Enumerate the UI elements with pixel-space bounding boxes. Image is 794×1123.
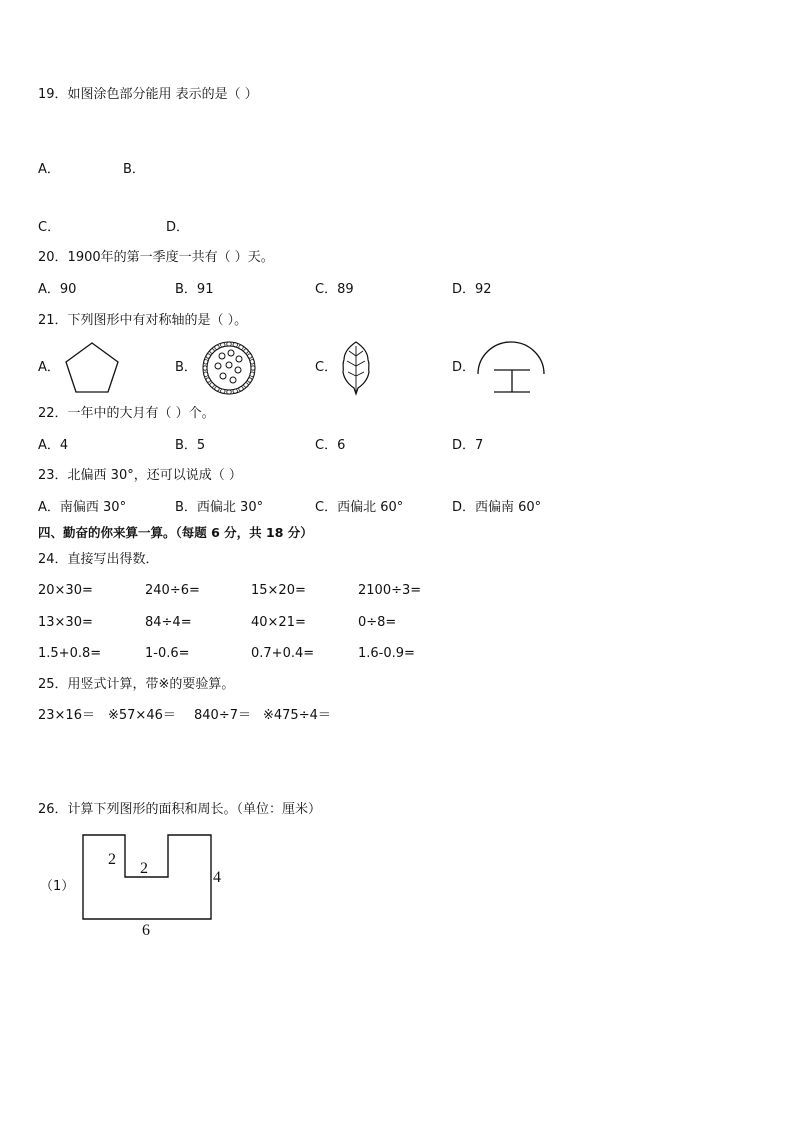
q24-item: 40×21= bbox=[251, 615, 306, 630]
scalloped-circle-figure bbox=[200, 339, 258, 397]
q24-item: 20×30= bbox=[38, 583, 93, 598]
q24-item: 0.7+0.4= bbox=[251, 646, 315, 661]
q23-option-c[interactable]: C．西偏北 60° bbox=[315, 500, 404, 515]
q25-item: ※57×46＝ bbox=[108, 708, 176, 723]
q21-option-c[interactable]: C． bbox=[315, 360, 338, 375]
q23-option-a[interactable]: A．南偏西 30° bbox=[38, 500, 127, 515]
q21-option-d[interactable]: D． bbox=[452, 360, 476, 375]
q24-item: 1.6-0.9= bbox=[358, 646, 415, 661]
q24-item: 0÷8= bbox=[358, 615, 397, 630]
q22-option-c[interactable]: C．6 bbox=[315, 438, 346, 453]
dim-notch-depth: 2 bbox=[108, 851, 116, 868]
dim-width: 6 bbox=[142, 922, 150, 939]
q20-option-b[interactable]: B．91 bbox=[175, 282, 214, 297]
q23-option-d[interactable]: D．西偏南 60° bbox=[452, 500, 542, 515]
q22-option-a[interactable]: A．4 bbox=[38, 438, 69, 453]
q24-question: 24．直接写出得数． bbox=[38, 552, 159, 567]
q19-option-b[interactable]: B． bbox=[123, 162, 145, 177]
section-four-heading: 四、勤奋的你来算一算。（每题 6 分，共 18 分） bbox=[38, 525, 313, 540]
dim-notch-width: 2 bbox=[140, 860, 148, 877]
q20-question: 20．1900年的第一季度一共有（ ）天。 bbox=[38, 250, 274, 265]
q22-option-b[interactable]: B．5 bbox=[175, 438, 206, 453]
q25-item: ※475÷4＝ bbox=[263, 708, 331, 723]
q19-option-a[interactable]: A． bbox=[38, 162, 60, 177]
q24-item: 2100÷3= bbox=[358, 583, 422, 598]
arch-figure bbox=[474, 338, 548, 396]
q24-item: 84÷4= bbox=[145, 615, 192, 630]
q26-part-label: （1） bbox=[40, 879, 75, 894]
q23-question: 23．北偏西 30°，还可以说成（ ） bbox=[38, 468, 242, 483]
q24-item: 240÷6= bbox=[145, 583, 200, 598]
q20-option-c[interactable]: C．89 bbox=[315, 282, 354, 297]
q21-option-b[interactable]: B． bbox=[175, 360, 197, 375]
q24-item: 15×20= bbox=[251, 583, 306, 598]
q20-option-a[interactable]: A．90 bbox=[38, 282, 77, 297]
leaf-figure bbox=[338, 338, 374, 396]
q21-option-a[interactable]: A． bbox=[38, 360, 60, 375]
q19-option-d[interactable]: D． bbox=[166, 220, 190, 235]
q25-question: 25．用竖式计算，带※的要验算。 bbox=[38, 677, 235, 692]
q19-option-c[interactable]: C． bbox=[38, 220, 61, 235]
q24-item: 13×30= bbox=[38, 615, 93, 630]
q22-question: 22．一年中的大月有（ ）个。 bbox=[38, 406, 215, 421]
dim-height: 4 bbox=[213, 869, 221, 886]
pentagon-figure bbox=[62, 340, 122, 396]
q20-option-d[interactable]: D．92 bbox=[452, 282, 492, 297]
q21-question: 21．下列图形中有对称轴的是（ ）。 bbox=[38, 313, 248, 328]
q25-item: 840÷7＝ bbox=[194, 708, 251, 723]
q19-question: 19．如图涂色部分能用 表示的是（ ） bbox=[38, 87, 258, 102]
u-shape-figure bbox=[78, 830, 228, 945]
q26-question: 26．计算下列图形的面积和周长。（单位：厘米） bbox=[38, 802, 322, 817]
q24-item: 1.5+0.8= bbox=[38, 646, 102, 661]
q22-option-d[interactable]: D．7 bbox=[452, 438, 484, 453]
q23-option-b[interactable]: B．西偏北 30° bbox=[175, 500, 264, 515]
q24-item: 1-0.6= bbox=[145, 646, 190, 661]
q25-item: 23×16＝ bbox=[38, 708, 95, 723]
